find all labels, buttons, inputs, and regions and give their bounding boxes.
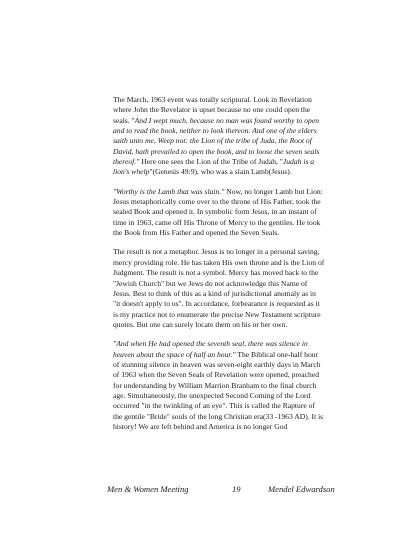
italic-quote: "Worthy is the Lamb that was slain." bbox=[113, 186, 225, 196]
paragraph bbox=[113, 95, 325, 178]
page-number: 19 bbox=[232, 484, 241, 494]
text-run: Now, no longer Lamb but Lion: Jesus metaphorically come over to the throne of His Father, took the sealed Book and opened it. In symbolic form Jesus, in an instant of time in 1963, came off His Throne of Mercy to the gentiles. He took the Book from His Father and opened the Seven Seals. bbox=[113, 186, 323, 238]
text-run: The March, 1963 event was totally scriptural. Look in Revelation where John the Revelator is upset because no one could open the seals. " bbox=[113, 95, 312, 125]
text-run: "(Genesis 49:9), who was a slain Lamb(Jesus). bbox=[149, 167, 292, 177]
footer-author: Mendel Edwardson bbox=[268, 484, 335, 494]
paragraph bbox=[113, 339, 325, 432]
page-footer bbox=[0, 484, 420, 498]
paragraph bbox=[113, 187, 325, 239]
paragraph bbox=[113, 247, 325, 330]
italic-quote: Judah is a lion's whelp bbox=[113, 157, 315, 177]
footer-title: Men & Women Meeting bbox=[107, 484, 189, 494]
text-run: Here one sees the Lion of the Tribe of Judah, " bbox=[139, 157, 283, 167]
text-run: The result is not a metaphor. Jesus is no longer in a personal saving, mercy providing role. He has taken His own throne and is the Lion of Judgment. The result is not a symbol. Mercy has moved back to the "Jewish Church" but we Jews do not acknowledge this Name of Jesus. Best to think of this as a kind of jurisdictional anomaly as in "it doesn't apply to us". In accordance, forbearance is requested as it is my practice not to enumerate the precise New Testament scripture quotes. But one can surely locate them on his or her own. bbox=[113, 247, 325, 329]
body-text bbox=[113, 95, 325, 441]
italic-quote: And I wept much, because no man was found worthy to open and to read the book, neither to look thereon. And one of the elders saith unto me, Weep not: the Lion of the tribe of Juda, the Root of David, hath prevailed to open the book, and to loose the seven seals thereof." bbox=[113, 115, 320, 167]
text-run: The Biblical one-half hour of stunning silence in heaven was seven-eight earthly days in March of 1963 when the Seven Seals of Revelation were opened, preached for understanding by William Marrion Branham to the final church age. Simultaneously, the unexpected Second Coming of the Lord occurred "in the twinkling of an eye". This is called the Rapture of the gentile "Bride" souls of the long Christian era(33 -1963 AD). It is history! We are left behind and America is no longer God bbox=[113, 349, 324, 431]
italic-quote: "And when He had opened the seventh seal, there was silence in heaven about the space of half an hour." bbox=[113, 339, 308, 359]
